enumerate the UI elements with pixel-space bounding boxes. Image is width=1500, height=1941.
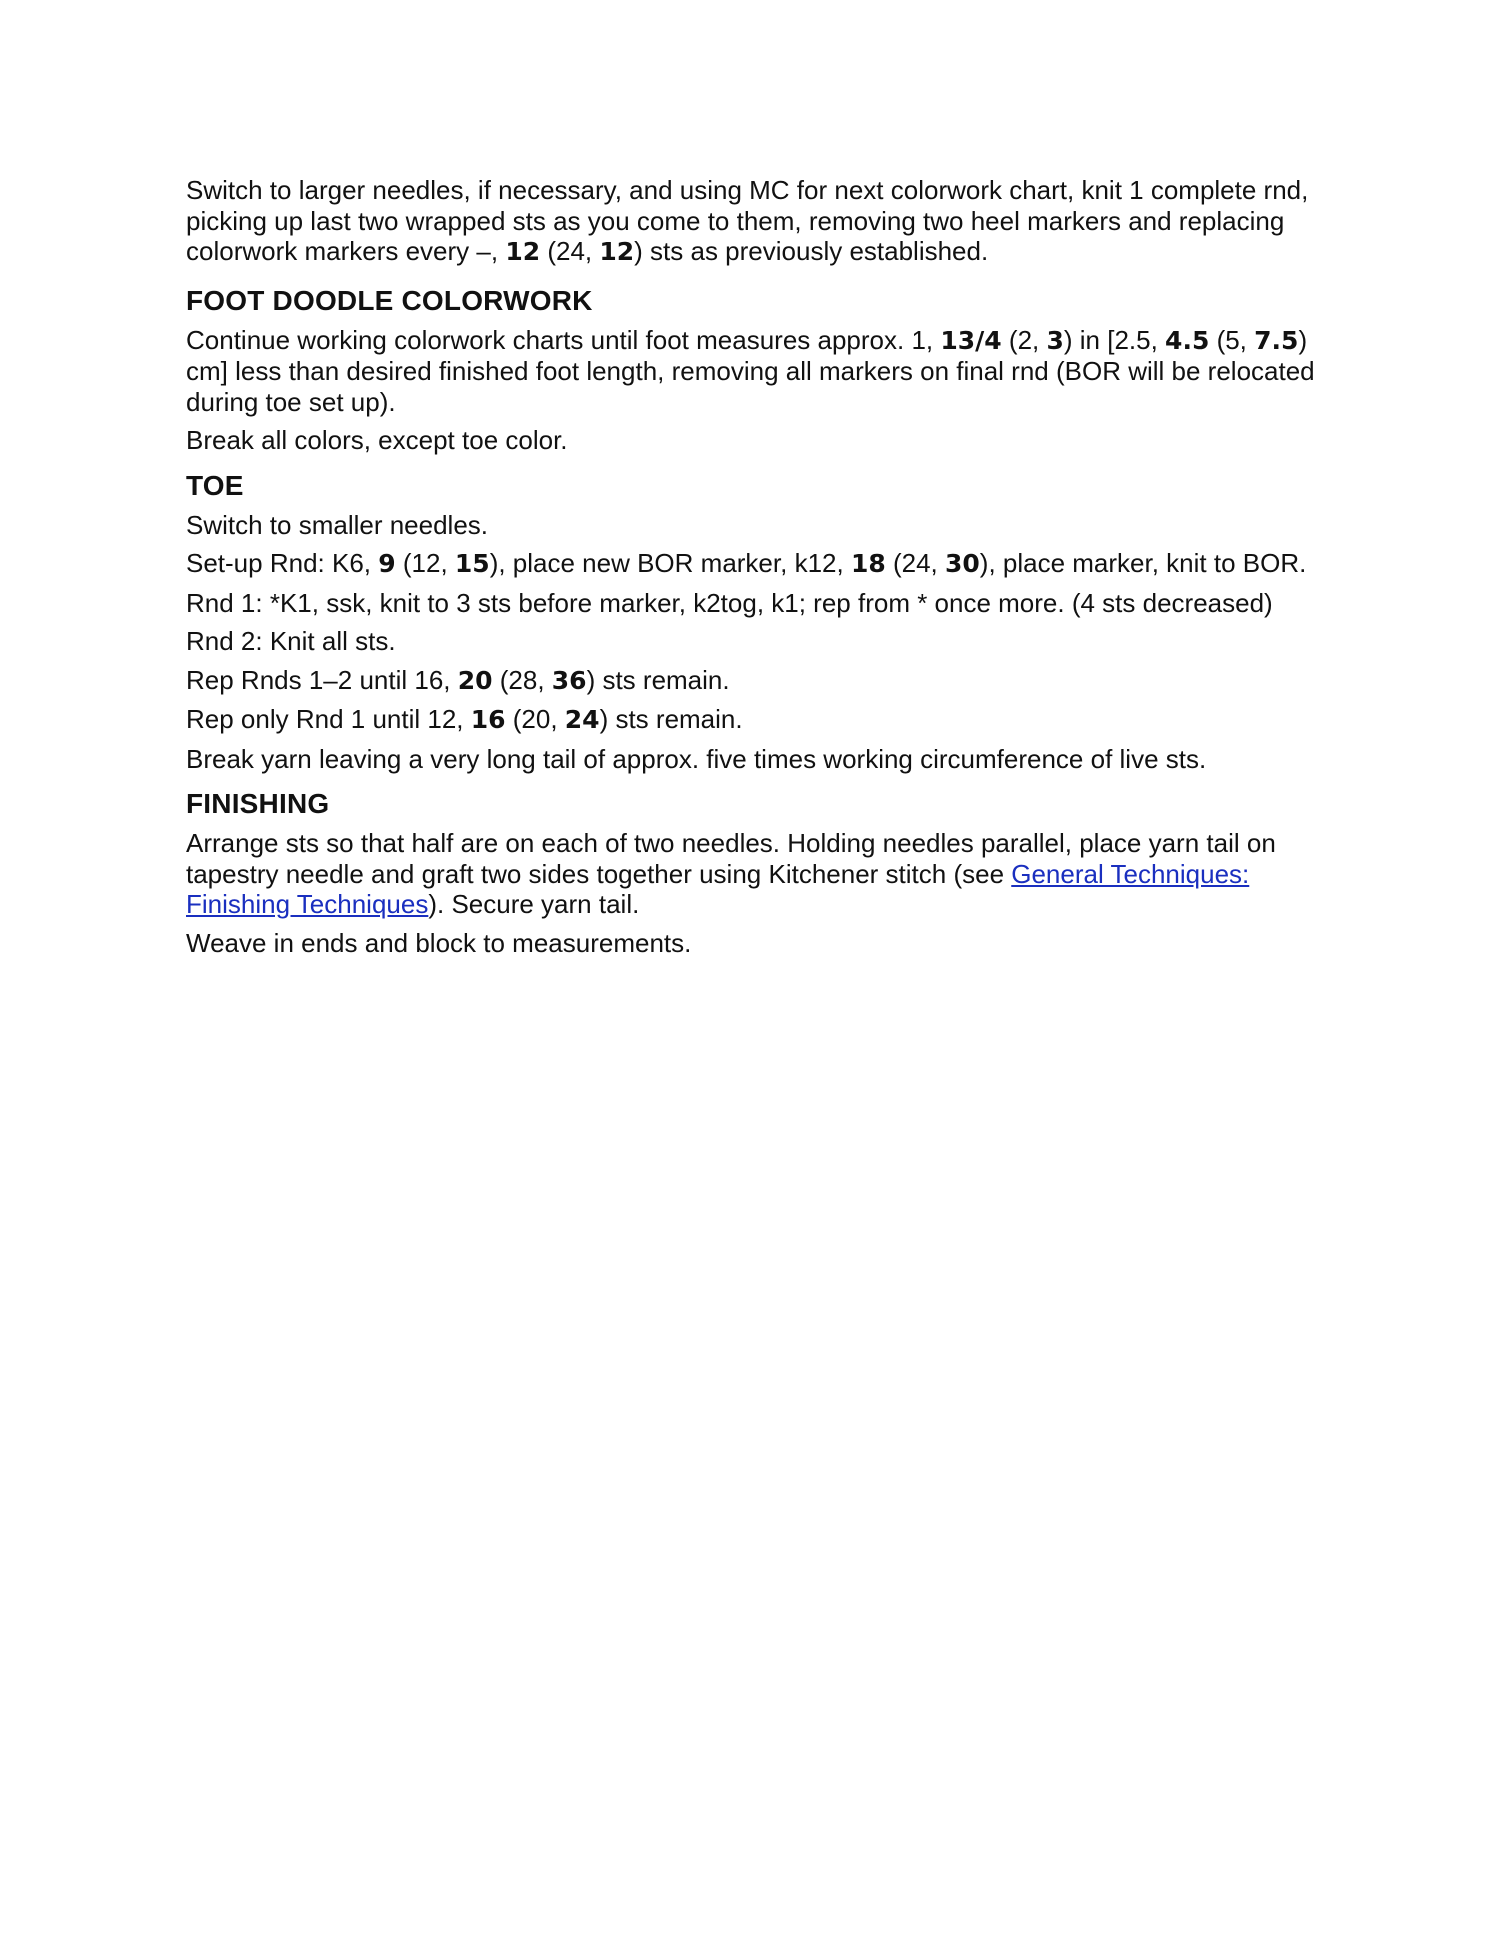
setup-size-value: 15 xyxy=(454,549,490,578)
rep-rnds-paragraph xyxy=(186,665,1336,697)
setup-text-e: (24, xyxy=(885,548,945,578)
foot-colorwork-heading: FOOT DOODLE COLORWORK xyxy=(186,284,593,316)
rep-text-c: (28, xyxy=(492,664,552,695)
setup-rnd-paragraph xyxy=(186,548,1336,580)
rep-text-d: ) sts remain. xyxy=(586,664,730,695)
rep-only-text-c: (20, xyxy=(505,704,565,734)
intro-size-value: 12 xyxy=(505,237,541,266)
setup-text-c: (12, xyxy=(395,548,455,578)
rep-only-paragraph xyxy=(186,704,1336,736)
intro-text-a: Switch to larger needles, if necessary, and using MC for next colorwork chart, knit 1 complete rnd, picking up last two wrapped sts as you come to them, removing two heel markers and replacing colorwork markers every –, xyxy=(186,175,1309,266)
foot-size-value: 4.5 xyxy=(1165,325,1210,355)
rep-size-value: 36 xyxy=(551,665,587,695)
setup-size-value: 9 xyxy=(378,549,396,578)
foot-text-e: (5, xyxy=(1209,324,1255,355)
toe-heading: TOE xyxy=(186,469,244,501)
foot-paragraph xyxy=(186,325,1336,418)
setup-size-value: 30 xyxy=(944,549,980,578)
finishing-text-b: ). Secure yarn tail. xyxy=(428,889,640,919)
foot-text-c: (2, xyxy=(1001,324,1047,355)
rnd1-paragraph: Rnd 1: *K1, ssk, knit to 3 sts before marker, k2tog, k1; rep from * once more. (4 sts decreased) xyxy=(186,587,1273,618)
rep-size-value: 20 xyxy=(457,665,493,695)
foot-text-d: ) in [2.5, xyxy=(1063,324,1166,355)
foot-size-value: 7.5 xyxy=(1254,325,1299,355)
rnd2-paragraph: Rnd 2: Knit all sts. xyxy=(186,626,396,656)
toe-needles-paragraph: Switch to smaller needles. xyxy=(186,509,489,540)
break-yarn-paragraph: Break yarn leaving a very long tail of approx. five times working circumference of live sts. xyxy=(186,743,1207,774)
setup-size-value: 18 xyxy=(850,549,886,578)
finishing-text-a: Arrange sts so that half are on each of two needles. Holding needles parallel, place yarn tail on tapestry needle and graft two sides together using Kitchener stitch (see xyxy=(186,828,1276,889)
foot-size-value: 13/4 xyxy=(940,325,1002,355)
rep-only-size-value: 16 xyxy=(470,705,506,734)
finishing-paragraph xyxy=(186,828,1336,920)
rep-text-a: Rep Rnds 1–2 until 16, xyxy=(186,664,458,695)
rep-only-text-d: ) sts remain. xyxy=(599,704,743,734)
foot-text-a: Continue working colorwork charts until foot measures approx. 1, xyxy=(186,324,941,355)
rep-only-size-value: 24 xyxy=(564,705,600,734)
rep-only-text-a: Rep only Rnd 1 until 12, xyxy=(186,704,471,734)
intro-text-d: ) sts as previously established. xyxy=(634,236,989,266)
break-colors-paragraph: Break all colors, except toe color. xyxy=(186,425,568,455)
weave-ends-paragraph: Weave in ends and block to measurements. xyxy=(186,927,692,958)
foot-text-f: ) cm] less than desired finished foot length, removing all markers on final rnd (BOR will be relocated during toe set up). xyxy=(186,324,1315,417)
intro-paragraph xyxy=(186,175,1336,268)
foot-size-value: 3 xyxy=(1046,325,1064,355)
setup-text-f: ), place marker, knit to BOR. xyxy=(979,548,1307,578)
general-techniques-link[interactable]: General Techniques: Finishing Techniques xyxy=(186,858,1250,919)
setup-text-a: Set-up Rnd: K6, xyxy=(186,548,379,578)
intro-size-value: 12 xyxy=(599,237,635,266)
finishing-heading: FINISHING xyxy=(186,788,330,819)
setup-text-d: ), place new BOR marker, k12, xyxy=(489,548,851,578)
intro-text-c: (24, xyxy=(540,236,600,266)
document-page xyxy=(186,175,1336,966)
